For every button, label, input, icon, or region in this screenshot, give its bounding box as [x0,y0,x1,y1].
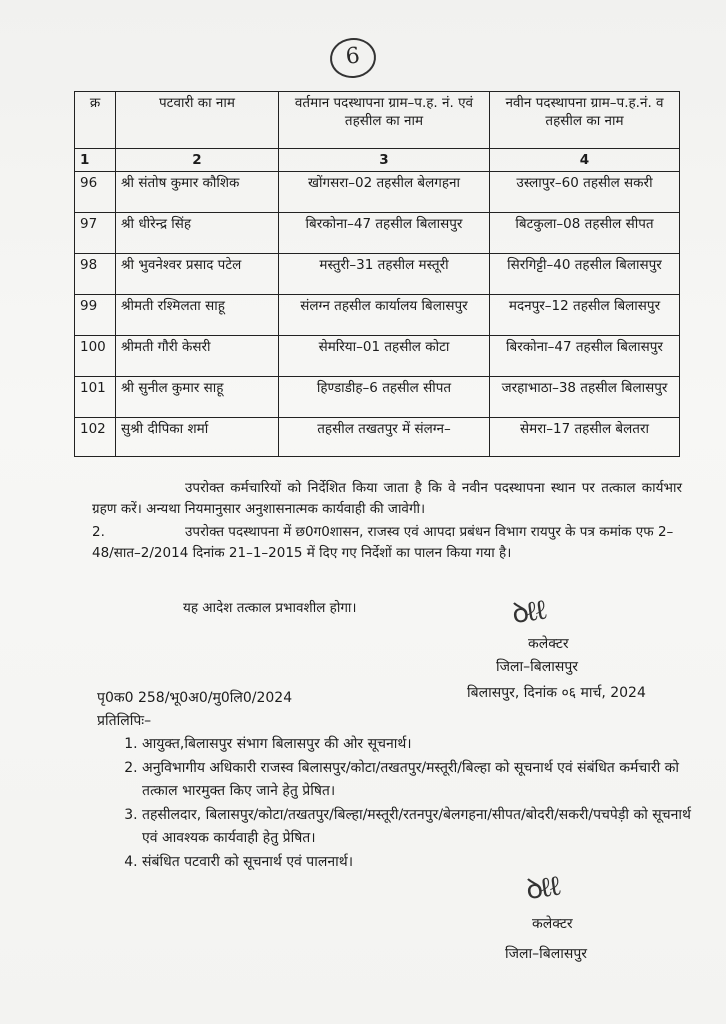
row-serial: 99 [75,295,116,336]
collector-signature: ꝺℓℓ [523,868,560,907]
column-number: 2 [116,149,279,172]
row-new-posting: सेमरा–17 तहसील बेलतरा [490,418,680,457]
row-serial: 101 [75,377,116,418]
compliance-paragraph [92,522,682,564]
copy-to-label: प्रतिलिपिः– [97,713,152,729]
table-row [75,336,680,377]
table-row [75,213,680,254]
row-name: श्री सुनील कुमार साहू [116,377,279,418]
header-new-posting: नवीन पदस्थापना ग्राम–प.ह.नं. व तहसील का नाम [490,92,680,149]
header-patwari-name: पटवारी का नाम [116,92,279,149]
table-row [75,418,680,457]
row-name: श्री संतोष कुमार कौशिक [116,172,279,213]
row-current-posting: हिण्डाडीह–6 तहसील सीपत [279,377,490,418]
column-number: 3 [279,149,490,172]
table-row [75,295,680,336]
signatory-designation: कलेक्टर [528,636,569,652]
row-new-posting: उस्लापुर–60 तहसील सकरी [490,172,680,213]
header-serial: क्र [75,92,116,149]
header-current-posting: वर्तमान पदस्थापना ग्राम–प.ह. नं. एवं तहसील का नाम [279,92,490,149]
row-new-posting: सिरगिट्टी–40 तहसील बिलासपुर [490,254,680,295]
list-item: 1. आयुक्त,बिलासपुर संभाग बिलासपुर की ओर सूचनार्थ। [142,733,707,756]
column-number-row [75,149,680,172]
copy-to-list [120,733,707,875]
signatory-district: जिला–बिलासपुर [505,946,588,962]
row-current-posting: बिरकोना–47 तहसील बिलासपुर [279,213,490,254]
row-new-posting: जरहाभाठा–38 तहसील बिलासपुर [490,377,680,418]
row-new-posting: मदनपुर–12 तहसील बिलासपुर [490,295,680,336]
collector-signature: ꝺℓℓ [509,592,546,631]
row-serial: 97 [75,213,116,254]
transfer-table [74,91,680,457]
table-row [75,377,680,418]
row-name: श्री धीरेन्द्र सिंह [116,213,279,254]
signatory-designation: कलेक्टर [532,916,573,932]
page-number: 6 [328,36,378,81]
list-item: 2. अनुविभागीय अधिकारी राजस्व बिलासपुर/कोटा/तखतपुर/मस्तूरी/बिल्हा को सूचनार्थ एवं संबंधित कर्मचारी को तत्काल भारमुक्त किए जाने हेतु प्रेषित। [142,757,707,803]
row-new-posting: बिटकुला–08 तहसील सीपत [490,213,680,254]
row-new-posting: बिरकोना–47 तहसील बिलासपुर [490,336,680,377]
row-name: श्रीमती गौरी केसरी [116,336,279,377]
column-number: 1 [75,149,116,172]
list-item: 4. संबंधित पटवारी को सूचनार्थ एवं पालनार्थ। [142,851,707,874]
instruction-paragraph: उपरोक्त कर्मचारियों को निर्देशित किया जाता है कि वे नवीन पदस्थापना स्थान पर तत्काल कार्यभार ग्रहण करें। अन्यथा नियमानुसार अनुशासनात्मक कार्यवाही की जावेगी। [92,480,682,517]
date-line: बिलासपुर, दिनांक ०६ मार्च, 2024 [467,685,646,701]
row-current-posting: सेमरिया–01 तहसील कोटा [279,336,490,377]
table-row [75,172,680,213]
row-name: श्री भुवनेश्वर प्रसाद पटेल [116,254,279,295]
row-serial: 98 [75,254,116,295]
table-header-row [75,92,680,149]
row-serial: 102 [75,418,116,457]
list-item: 3. तहसीलदार, बिलासपुर/कोटा/तखतपुर/बिल्हा/मस्तूरी/रतनपुर/बेलगहना/सीपत/बोदरी/सकरी/पचपेड़ी को सूचनार्थ एवं आवश्यक कार्यवाही हेतु प्रेषित। [142,804,707,850]
row-current-posting: मस्तुरी–31 तहसील मस्तूरी [279,254,490,295]
compliance-text: उपरोक्त पदस्थापना में छ0ग0शासन, राजस्व एवं आपदा प्रबंधन विभाग रायपुर के पत्र कमांक एफ 2–48/सात–2/2014 दिनांक 21–1–2015 में दिए गए निर्देशों का पालन किया गया है। [92,524,674,561]
row-name: सुश्री दीपिका शर्मा [116,418,279,457]
row-current-posting: संलग्न तहसील कार्यालय बिलासपुर [279,295,490,336]
row-serial: 100 [75,336,116,377]
row-current-posting: तहसील तखतपुर में संलग्न– [279,418,490,457]
paragraph-number: 2. [92,524,105,540]
column-number: 4 [490,149,680,172]
effective-order-line: यह आदेश तत्काल प्रभावशील होगा। [183,600,357,616]
row-serial: 96 [75,172,116,213]
row-name: श्रीमती रश्मिलता साहू [116,295,279,336]
table-row [75,254,680,295]
signatory-district: जिला–बिलासपुर [496,659,579,675]
row-current-posting: खोंगसरा–02 तहसील बेलगहना [279,172,490,213]
reference-number: पृ0क0 258/भू0अ0/मु0लि0/2024 [97,690,293,706]
